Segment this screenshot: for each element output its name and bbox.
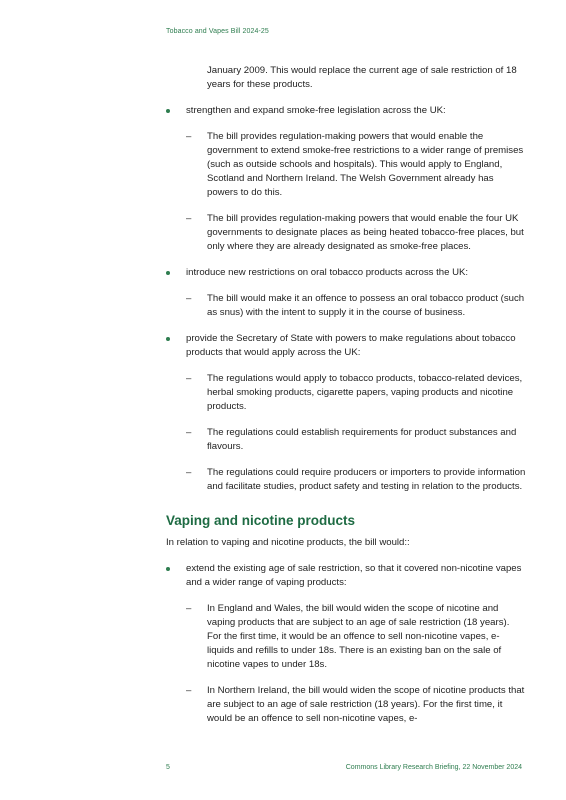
dash-item (166, 602, 526, 672)
bullet-text: extend the existing age of sale restriction, so that it covered non-nicotine vapes and a wider range of vaping products: (186, 563, 522, 588)
bullet-item (166, 332, 526, 360)
dash-text: In Northern Ireland, the bill would widen the scope of nicotine products that are subject to an age of sale restriction (18 years). For the first time, it would be an offence to sell non-nicotine vapes, e- (207, 685, 525, 724)
bullet-icon (166, 109, 170, 113)
dash-text: The bill would make it an offence to possess an oral tobacco product (such as snus) with the intent to supply it in the course of business. (207, 293, 525, 318)
bullet-text: strengthen and expand smoke-free legislation across the UK: (186, 105, 446, 116)
dash-icon: – (186, 131, 192, 142)
dash-item (166, 466, 526, 494)
dash-icon: – (186, 373, 192, 384)
bullet-item (166, 266, 526, 280)
dash-item (166, 426, 526, 454)
dash-text: The bill provides regulation-making powers that would enable the four UK governments to designate places as being heated tobacco-free places, but only where they are already designated as smoke-free places. (207, 213, 524, 252)
footer-source: Commons Library Research Briefing, 22 November 2024 (345, 764, 522, 771)
running-header: Tobacco and Vapes Bill 2024-25 (166, 28, 269, 35)
dash-text: In England and Wales, the bill would widen the scope of nicotine and vaping products that are subject to an age of sale restriction (18 years). For the first time, it would be an offence to sell non-nicotine vapes, e-liquids and refills to under 18s. There is an existing ban on the sale of nicotine vapes to under 18s. (207, 603, 510, 670)
dash-text: The regulations would apply to tobacco products, tobacco-related devices, herbal smoking products, cigarette papers, vaping products and nicotine products. (207, 373, 523, 412)
dash-icon: – (186, 293, 192, 304)
dash-text: The regulations could establish requirements for product substances and flavours. (207, 427, 517, 452)
body-content (166, 64, 526, 726)
bullet-text: provide the Secretary of State with powers to make regulations about tobacco products that would apply across the UK: (186, 333, 516, 358)
bullet-item (166, 104, 526, 118)
dash-item (166, 684, 526, 726)
dash-icon: – (186, 427, 192, 438)
dash-icon: – (186, 213, 192, 224)
continuation-paragraph: January 2009. This would replace the current age of sale restriction of 18 years for these products. (207, 65, 517, 90)
dash-icon: – (186, 467, 192, 478)
bullet-icon (166, 567, 170, 571)
bullet-item (166, 562, 526, 590)
dash-item (166, 212, 526, 254)
dash-text: The bill provides regulation-making powers that would enable the government to extend smoke-free restrictions to a wider range of premises (such as outside schools and hospitals). This would apply to England, Scotland and Northern Ireland. The Welsh Government already has powers to do this. (207, 131, 524, 198)
bullet-text: introduce new restrictions on oral tobacco products across the UK: (186, 267, 469, 278)
dash-text: The regulations could require producers or importers to provide information and facilitate studies, product safety and testing in relation to the products. (207, 467, 526, 492)
dash-icon: – (186, 685, 192, 696)
section-heading: Vaping and nicotine products (166, 513, 356, 528)
dash-item (166, 130, 526, 200)
dash-icon: – (186, 603, 192, 614)
dash-item (166, 372, 526, 414)
page-number: 5 (166, 764, 170, 771)
section-intro: In relation to vaping and nicotine products, the bill would:: (166, 537, 410, 548)
bullet-icon (166, 271, 170, 275)
bullet-icon (166, 337, 170, 341)
dash-item (166, 292, 526, 320)
